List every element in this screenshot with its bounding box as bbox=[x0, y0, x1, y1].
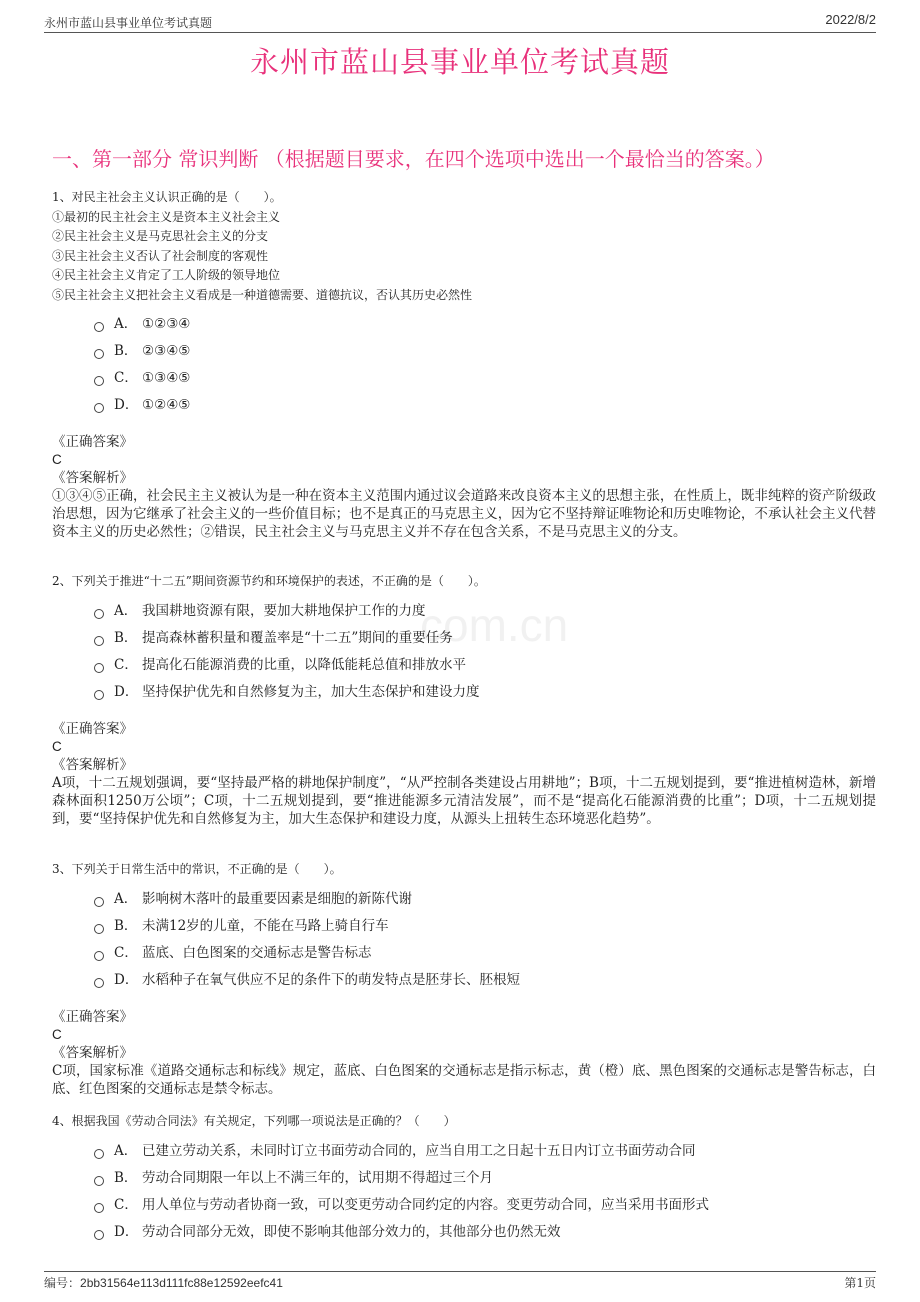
answer-value: C bbox=[52, 1026, 62, 1042]
radio-icon[interactable] bbox=[94, 663, 104, 673]
radio-icon[interactable] bbox=[94, 376, 104, 386]
option-text: 提高森林蓄积量和覆盖率是“十二五”期间的重要任务 bbox=[142, 629, 453, 646]
answer-block bbox=[52, 720, 876, 828]
footer-id-label: 编号： bbox=[44, 1276, 81, 1290]
option-text: 已建立劳动关系，未同时订立书面劳动合同的，应当自用工之日起十五日内订立书面劳动合同 bbox=[142, 1142, 696, 1159]
option-d[interactable] bbox=[94, 679, 876, 706]
header-date: 2022/8/2 bbox=[825, 12, 876, 27]
stem-line: 2、下列关于推进“十二五”期间资源节约和环境保护的表述，不正确的是（ ）。 bbox=[52, 574, 486, 588]
option-b[interactable] bbox=[94, 1165, 876, 1192]
radio-icon[interactable] bbox=[94, 403, 104, 413]
radio-icon[interactable] bbox=[94, 1149, 104, 1159]
option-a[interactable] bbox=[94, 598, 876, 625]
stem-line: ②民主社会主义是马克思社会主义的分支 bbox=[52, 229, 269, 243]
question-stem bbox=[52, 1112, 876, 1132]
answer-value: C bbox=[52, 738, 62, 754]
option-a[interactable] bbox=[94, 1138, 876, 1165]
option-c[interactable] bbox=[94, 940, 876, 967]
options bbox=[94, 598, 876, 706]
option-letter: B． bbox=[114, 343, 138, 359]
option-letter: C． bbox=[114, 944, 138, 961]
answer-value: C bbox=[52, 452, 62, 467]
option-letter: A． bbox=[114, 602, 138, 619]
option-text: 坚持保护优先和自然修复为主，加大生态保护和建设力度 bbox=[142, 683, 480, 700]
option-text: ①②④⑤ bbox=[142, 397, 191, 413]
options bbox=[94, 1138, 876, 1246]
page-header bbox=[44, 12, 876, 33]
stem-line: 3、下列关于日常生活中的常识，不正确的是（ ）。 bbox=[52, 862, 342, 876]
answer-block bbox=[52, 433, 876, 541]
option-text: 水稻种子在氧气供应不足的条件下的萌发特点是胚芽长、胚根短 bbox=[142, 971, 520, 988]
question-stem bbox=[52, 860, 876, 880]
option-letter: D． bbox=[114, 971, 139, 988]
explain-label: 《答案解析》 bbox=[52, 756, 133, 773]
footer-id-code: 2bb31564e113d111fc88e12592eefc41 bbox=[80, 1276, 283, 1290]
question-2 bbox=[52, 572, 876, 828]
option-letter: A． bbox=[114, 316, 138, 332]
answer-label: 《正确答案》 bbox=[52, 434, 133, 450]
option-letter: C． bbox=[114, 656, 138, 673]
option-text: 蓝底、白色图案的交通标志是警告标志 bbox=[142, 944, 372, 961]
option-b[interactable] bbox=[94, 338, 876, 365]
explain-label: 《答案解析》 bbox=[52, 470, 133, 486]
stem-line: 1、对民主社会主义认识正确的是（ ）。 bbox=[52, 190, 282, 204]
document-title: 永州市蓝山县事业单位考试真题 bbox=[249, 45, 670, 79]
option-text: ②③④⑤ bbox=[142, 343, 191, 359]
option-text: 影响树木落叶的最重要因素是细胞的新陈代谢 bbox=[142, 890, 412, 907]
question-stem bbox=[52, 572, 876, 592]
page-number: 第1页 bbox=[844, 1276, 876, 1290]
radio-icon[interactable] bbox=[94, 978, 104, 988]
option-text: ①③④⑤ bbox=[142, 370, 191, 386]
question-3 bbox=[52, 860, 876, 1098]
options bbox=[94, 311, 876, 419]
explain-text: A项，十二五规划强调，要“坚持最严格的耕地保护制度”，“从严控制各类建设占用耕地”；B项，十二五规划提到，要“推进植树造林，新增森林面积1250万公顷”；C项，十二五规划提到，要“推进能源多元清洁发展”，而不是“提高化石能源消费的比重”；D项，十二五规划提到，要“坚持保护优先和自然修复为主，加大生态保护和建设力度，从源头上扭转生态环境恶化趋势”。 bbox=[52, 774, 876, 827]
stem-line: ⑤民主社会主义把社会主义看成是一种道德需要、道德抗议，否认其历史必然性 bbox=[52, 287, 473, 302]
radio-icon[interactable] bbox=[94, 1203, 104, 1213]
radio-icon[interactable] bbox=[94, 924, 104, 934]
option-text: ①②③④ bbox=[142, 316, 191, 332]
option-b[interactable] bbox=[94, 913, 876, 940]
option-letter: D． bbox=[114, 683, 139, 700]
option-letter: D． bbox=[114, 397, 139, 413]
answer-block bbox=[52, 1008, 876, 1098]
watermark: com.cn bbox=[420, 599, 569, 651]
radio-icon[interactable] bbox=[94, 1176, 104, 1186]
option-letter: D． bbox=[114, 1223, 139, 1240]
option-text: 劳动合同期限一年以上不满三年的，试用期不得超过三个月 bbox=[142, 1169, 493, 1186]
option-c[interactable] bbox=[94, 1192, 876, 1219]
question-1 bbox=[52, 188, 876, 541]
option-c[interactable] bbox=[94, 652, 876, 679]
page-footer bbox=[44, 1271, 876, 1290]
option-d[interactable] bbox=[94, 967, 876, 994]
radio-icon[interactable] bbox=[94, 690, 104, 700]
options bbox=[94, 886, 876, 994]
stem-line: ③民主社会主义否认了社会制度的客观性 bbox=[52, 248, 269, 263]
radio-icon[interactable] bbox=[94, 349, 104, 359]
option-text: 未满12岁的儿童，不能在马路上骑自行车 bbox=[142, 917, 389, 934]
question-4 bbox=[52, 1112, 876, 1246]
radio-icon[interactable] bbox=[94, 897, 104, 907]
answer-label: 《正确答案》 bbox=[52, 1008, 133, 1025]
option-letter: A． bbox=[114, 890, 138, 907]
option-letter: C． bbox=[114, 1196, 138, 1213]
option-letter: B． bbox=[114, 917, 138, 934]
option-text: 我国耕地资源有限，要加大耕地保护工作的力度 bbox=[142, 602, 426, 619]
stem-line: ①最初的民主社会主义是资本主义社会主义 bbox=[52, 209, 281, 224]
option-text: 用人单位与劳动者协商一致，可以变更劳动合同约定的内容。变更劳动合同，应当采用书面形式 bbox=[142, 1196, 709, 1213]
option-d[interactable] bbox=[94, 392, 876, 419]
radio-icon[interactable] bbox=[94, 951, 104, 961]
option-d[interactable] bbox=[94, 1219, 876, 1246]
option-a[interactable] bbox=[94, 886, 876, 913]
header-title: 永州市蓝山县事业单位考试真题 bbox=[44, 16, 213, 30]
radio-icon[interactable] bbox=[94, 322, 104, 332]
option-text: 劳动合同部分无效，即使不影响其他部分效力的，其他部分也仍然无效 bbox=[142, 1223, 561, 1240]
explain-label: 《答案解析》 bbox=[52, 1044, 133, 1061]
explain-text: ①③④⑤正确，社会民主主义被认为是一种在资本主义范围内通过议会道路来改良资本主义的思想主张，在性质上，既非纯粹的资产阶级政治思想，因为它继承了社会主义的一些价值目标；也不是真正的马克思主义，因为它不坚持辩证唯物论和历史唯物论，不承认社会主义代替资本主义的历史必然性；②错误，民主社会主义与马克思主义并不存在包含关系，不是马克思主义的分支。 bbox=[52, 488, 876, 540]
option-letter: B． bbox=[114, 1169, 138, 1186]
answer-label: 《正确答案》 bbox=[52, 720, 133, 737]
option-letter: C． bbox=[114, 370, 138, 386]
option-b[interactable] bbox=[94, 625, 876, 652]
footer-id bbox=[44, 1274, 283, 1291]
option-text: 提高化石能源消费的比重，以降低能耗总值和排放水平 bbox=[142, 656, 466, 673]
option-letter: B． bbox=[114, 629, 138, 646]
radio-icon[interactable] bbox=[94, 636, 104, 646]
radio-icon[interactable] bbox=[94, 609, 104, 619]
option-c[interactable] bbox=[94, 365, 876, 392]
explain-text: C项，国家标准《道路交通标志和标线》规定，蓝底、白色图案的交通标志是指示标志，黄（橙）底、黑色图案的交通标志是警告标志，白底、红色图案的交通标志是禁令标志。 bbox=[52, 1062, 876, 1097]
stem-line: ④民主社会主义肯定了工人阶级的领导地位 bbox=[52, 268, 281, 282]
stem-line: 4、根据我国《劳动合同法》有关规定，下列哪一项说法是正确的？（ ） bbox=[52, 1114, 456, 1128]
question-stem bbox=[52, 188, 876, 305]
option-letter: A． bbox=[114, 1142, 138, 1159]
option-a[interactable] bbox=[94, 311, 876, 338]
section-heading: 一、第一部分 常识判断 （根据题目要求，在四个选项中选出一个最恰当的答案。） bbox=[52, 147, 775, 171]
radio-icon[interactable] bbox=[94, 1230, 104, 1240]
